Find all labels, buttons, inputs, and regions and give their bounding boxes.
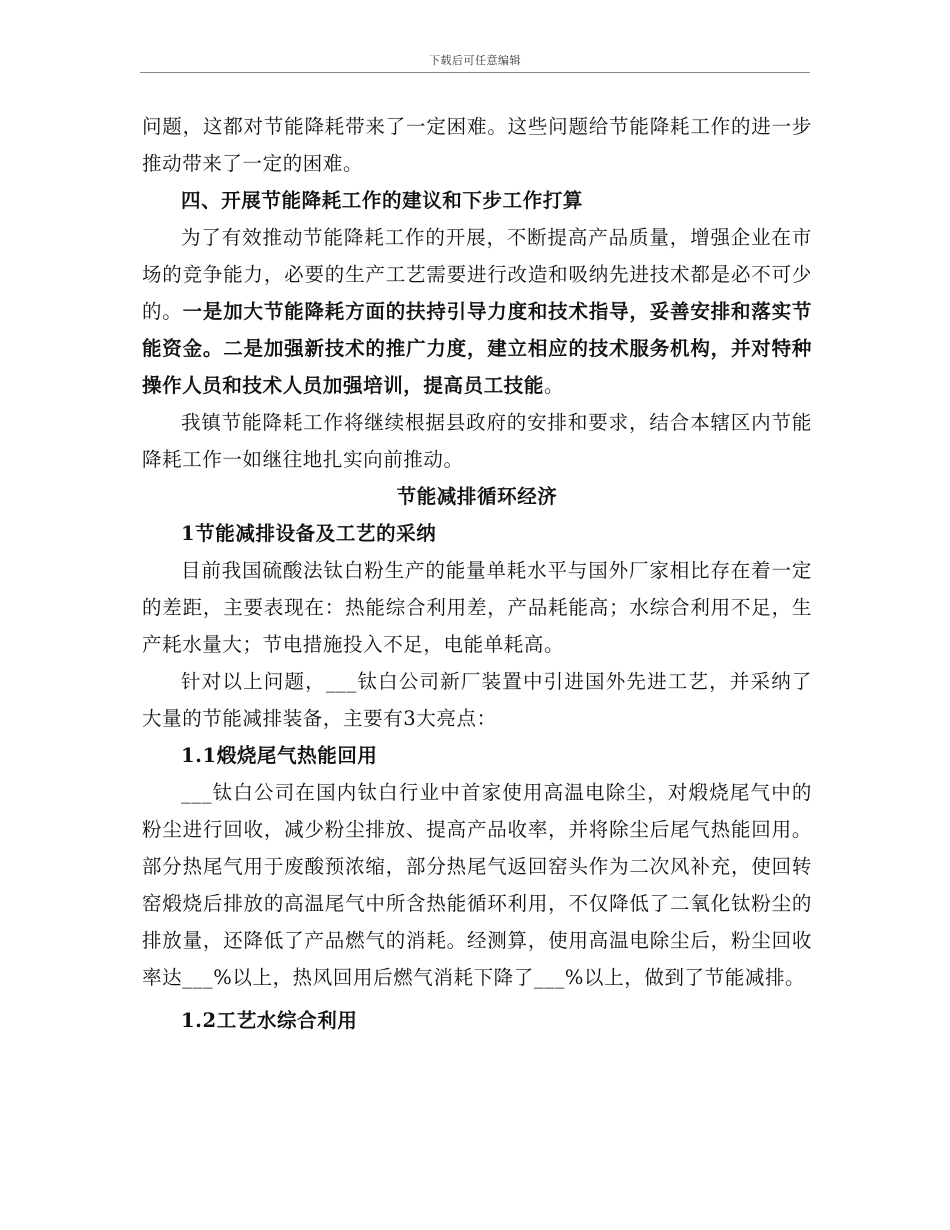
paragraph-dust-removal: ___钛白公司在国内钛白行业中首家使用高温电除尘，对煅烧尾气中的粉尘进行回收，减少粉尘排放、提高产品收率，并将除尘后尾气热能回用。部分热尾气用于废酸预浓缩，部分热尾气返回窑头作为二次风补充，使回转窑煅烧后排放的高温尾气中所含热能循环利用，不仅降低了二氧化钛粉尘的排放量，还降低了产品燃气的消耗。经测算，使用高温电除尘后，粉尘回收率达___%以上，热风回用后燃气消耗下降了___%以上，做到了节能减排。 (142, 781, 812, 989)
heading-1-2-water: 1.2工艺水综合利用 (181, 1009, 358, 1032)
heading-1-1-calcination: 1.1煅烧尾气热能回用 (181, 744, 378, 767)
suggestions-bold-text: 一是加大节能降耗方面的扶持引导力度和技术指导，妥善安排和落实节能资金。二是加强新技术的推广力度，建立相应的技术服务机构，并对特种操作人员和技术人员加强培训，提高员工技能 (142, 300, 812, 397)
paragraph-town-plan: 我镇节能降耗工作将继续根据县政府的安排和要求，结合本辖区内节能降耗工作一如继往地扎实向前推动。 (142, 411, 812, 471)
paragraph-suggestions (142, 219, 812, 404)
page-header: 下载后可任意编辑 (429, 54, 521, 67)
section-heading-suggestions: 四、开展节能降耗工作的建议和下步工作打算 (181, 189, 584, 212)
suggestions-text: 为了有效推动节能降耗工作的开展，不断提高产品质量，增强企业在市场的竞争能力，必要的生产工艺需要进行改造和吸纳先进技术都是必不可少的。 (142, 226, 812, 323)
heading-1-equipment: 1节能减排设备及工艺的采纳 (181, 522, 437, 545)
paragraph-energy-gap: 目前我国硫酸法钛白粉生产的能量单耗水平与国外厂家相比存在着一定的差距，主要表现在：热能综合利用差，产品耗能高；水综合利用不足，生产耗水量大；节电措施投入不足，电能单耗高。 (142, 559, 812, 656)
paragraph-highlights: 针对以上问题，___钛白公司新厂装置中引进国外先进工艺，并采纳了大量的节能减排装备，主要有3大亮点： (142, 670, 812, 730)
document-body (142, 108, 812, 1039)
article-title: 节能减排循环经济 (396, 485, 558, 508)
header-divider (140, 72, 810, 73)
paragraph-problems: 问题，这都对节能降耗带来了一定困难。这些问题给节能降耗工作的进一步推动带来了一定的困难。 (142, 115, 812, 175)
suggestions-end: 。 (544, 374, 565, 397)
